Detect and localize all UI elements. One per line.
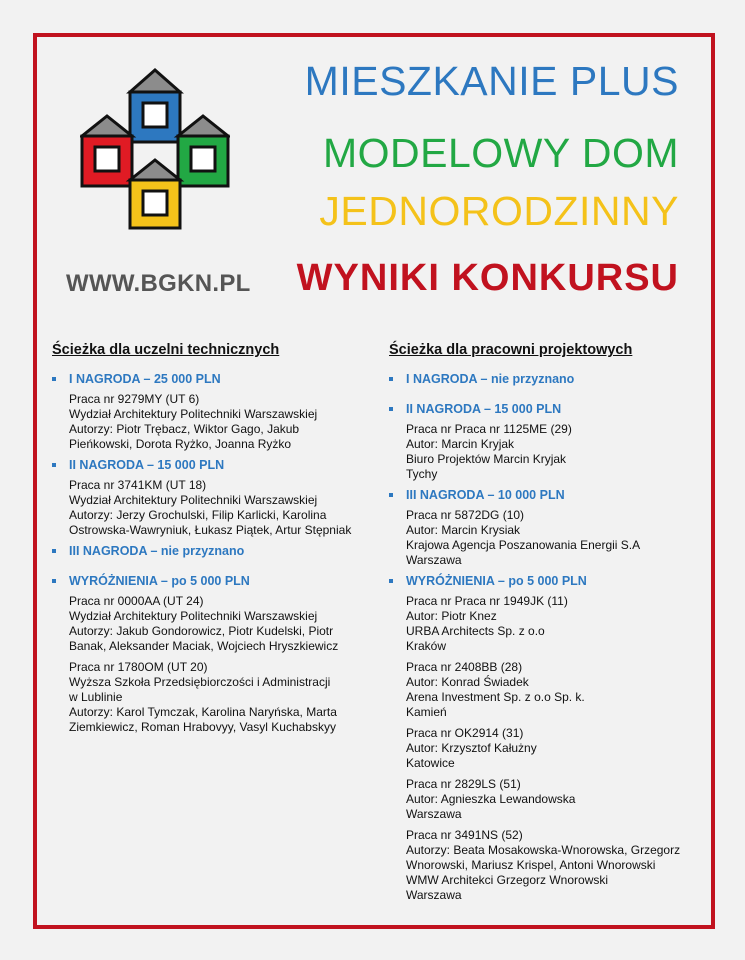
entry-line: Praca nr 5872DG (10) (406, 508, 525, 522)
entry-line: Tychy (406, 467, 438, 481)
entry-line: Autorzy: Karol Tymczak, Karolina Naryńska, Marta (69, 705, 337, 719)
entry-line: Praca nr 2829LS (51) (406, 777, 521, 791)
prize-section (389, 574, 699, 903)
bullet-square-icon (52, 549, 56, 553)
prize-label: III NAGRODA – nie przyznano (69, 544, 245, 558)
entry-line: Kamień (406, 705, 447, 719)
prize-section (52, 372, 372, 452)
bullet-square-icon (52, 463, 56, 467)
bullet-square-icon (389, 407, 393, 411)
title-mieszkanie-plus: MIESZKANIE PLUS (304, 58, 679, 104)
entry-line: Autor: Marcin Krysiak (406, 523, 521, 537)
prize-label: III NAGRODA – 10 000 PLN (406, 488, 565, 502)
entry-line: Autor: Krzysztof Kałużny (406, 741, 537, 755)
bullet-square-icon (389, 377, 393, 381)
prize-heading (52, 574, 372, 589)
entry-line: Arena Investment Sp. z o.o Sp. k. (406, 690, 585, 704)
list-item (406, 777, 699, 822)
title-wyniki-konkursu: WYNIKI KONKURSU (296, 257, 679, 299)
prize-heading (389, 372, 699, 387)
prize-label: I NAGRODA – nie przyznano (406, 372, 575, 386)
entry-line: Katowice (406, 756, 455, 770)
entry-line: Praca nr Praca nr 1125ME (29) (406, 422, 572, 436)
column-technical-universities (52, 342, 372, 741)
entry-line: Banak, Aleksander Maciak, Wojciech Hryszkiewicz (69, 639, 339, 653)
title-jednorodzinny: JEDNORODZINNY (319, 188, 679, 234)
prize-label: WYRÓŻNIENIA – po 5 000 PLN (69, 574, 250, 588)
list-item (406, 422, 699, 482)
list-item (406, 828, 699, 903)
prize-heading (389, 574, 699, 589)
prize-label: WYRÓŻNIENIA – po 5 000 PLN (406, 574, 587, 588)
prize-section (52, 544, 372, 568)
entry-list (52, 392, 372, 452)
entry-line: WMW Architekci Grzegorz Wnorowski (406, 873, 609, 887)
houses-logo-icon (80, 66, 230, 231)
list-item (406, 660, 699, 720)
entry-line: Ostrowska-Wawryniuk, Łukasz Piątek, Artur Stępniak (69, 523, 352, 537)
prize-section (389, 488, 699, 568)
prize-section (52, 458, 372, 538)
prize-label: II NAGRODA – 15 000 PLN (406, 402, 562, 416)
prize-heading (389, 488, 699, 503)
entry-line: Ziemkiewicz, Roman Hrabovyy, Vasyl Kuchabskyy (69, 720, 336, 734)
entry-line: Autor: Piotr Knez (406, 609, 497, 623)
entry-line: Autorzy: Piotr Trębacz, Wiktor Gago, Jakub (69, 422, 300, 436)
website-label[interactable]: WWW.BGKN.PL (66, 270, 251, 297)
prize-list (389, 372, 699, 903)
entry-list (52, 594, 372, 735)
entry-line: Praca nr 3491NS (52) (406, 828, 523, 842)
entry-line: URBA Architects Sp. z o.o (406, 624, 545, 638)
entry-line: Kraków (406, 639, 447, 653)
entry-line: Wyższa Szkoła Przedsiębiorczości i Administracji (69, 675, 331, 689)
list-item (69, 392, 372, 452)
list-item (69, 478, 372, 538)
entry-line: Praca nr 0000AA (UT 24) (69, 594, 204, 608)
bullet-square-icon (389, 579, 393, 583)
title-modelowy-dom: MODELOWY DOM (322, 130, 679, 176)
bullet-square-icon (52, 579, 56, 583)
entry-list (389, 594, 699, 903)
column-heading: Ścieżka dla pracowni projektowych (389, 342, 633, 358)
bullet-square-icon (389, 493, 393, 497)
entry-line: w Lublinie (69, 690, 123, 704)
prize-section (389, 372, 699, 396)
entry-line: Praca nr 2408BB (28) (406, 660, 523, 674)
entry-line: Autorzy: Jerzy Grochulski, Filip Karlicki, Karolina (69, 508, 327, 522)
entry-line: Praca nr OK2914 (31) (406, 726, 524, 740)
entry-line: Krajowa Agencja Poszanowania Energii S.A (406, 538, 641, 552)
entry-line: Wydział Architektury Politechniki Warszawskiej (69, 493, 318, 507)
entry-line: Autor: Konrad Świadek (406, 675, 529, 689)
bullet-square-icon (52, 377, 56, 381)
entry-line: Warszawa (406, 553, 462, 567)
entry-list (389, 422, 699, 482)
column-design-studios (389, 342, 699, 909)
entry-line: Praca nr 3741KM (UT 18) (69, 478, 207, 492)
list-item (69, 594, 372, 654)
entry-line: Praca nr 9279MY (UT 6) (69, 392, 200, 406)
column-heading: Ścieżka dla uczelni technicznych (52, 342, 280, 358)
prize-heading (52, 372, 372, 387)
list-item (406, 508, 699, 568)
list-item (406, 726, 699, 771)
entry-line: Pieńkowski, Dorota Ryżko, Joanna Ryżko (69, 437, 292, 451)
entry-line: Autorzy: Beata Mosakowska-Wnorowska, Grzegorz (406, 843, 681, 857)
entry-line: Wydział Architektury Politechniki Warszawskiej (69, 609, 318, 623)
entry-line: Wnorowski, Mariusz Krispel, Antoni Wnorowski (406, 858, 656, 872)
entry-line: Wydział Architektury Politechniki Warszawskiej (69, 407, 318, 421)
entry-line: Autor: Marcin Kryjak (406, 437, 515, 451)
list-item (69, 660, 372, 735)
entry-line: Warszawa (406, 888, 462, 902)
entry-line: Praca nr 1780OM (UT 20) (69, 660, 208, 674)
prize-section (389, 402, 699, 482)
prize-label: II NAGRODA – 15 000 PLN (69, 458, 225, 472)
prize-heading (52, 544, 372, 559)
entry-line: Praca nr Praca nr 1949JK (11) (406, 594, 568, 608)
prize-list (52, 372, 372, 735)
entry-line: Biuro Projektów Marcin Kryjak (406, 452, 567, 466)
prize-label: I NAGRODA – 25 000 PLN (69, 372, 221, 386)
prize-heading (389, 402, 699, 417)
prize-section (52, 574, 372, 735)
entry-line: Autorzy: Jakub Gondorowicz, Piotr Kudelski, Piotr (69, 624, 334, 638)
entry-list (52, 478, 372, 538)
list-item (406, 594, 699, 654)
entry-list (389, 508, 699, 568)
entry-line: Warszawa (406, 807, 462, 821)
prize-heading (52, 458, 372, 473)
entry-line: Autor: Agnieszka Lewandowska (406, 792, 576, 806)
